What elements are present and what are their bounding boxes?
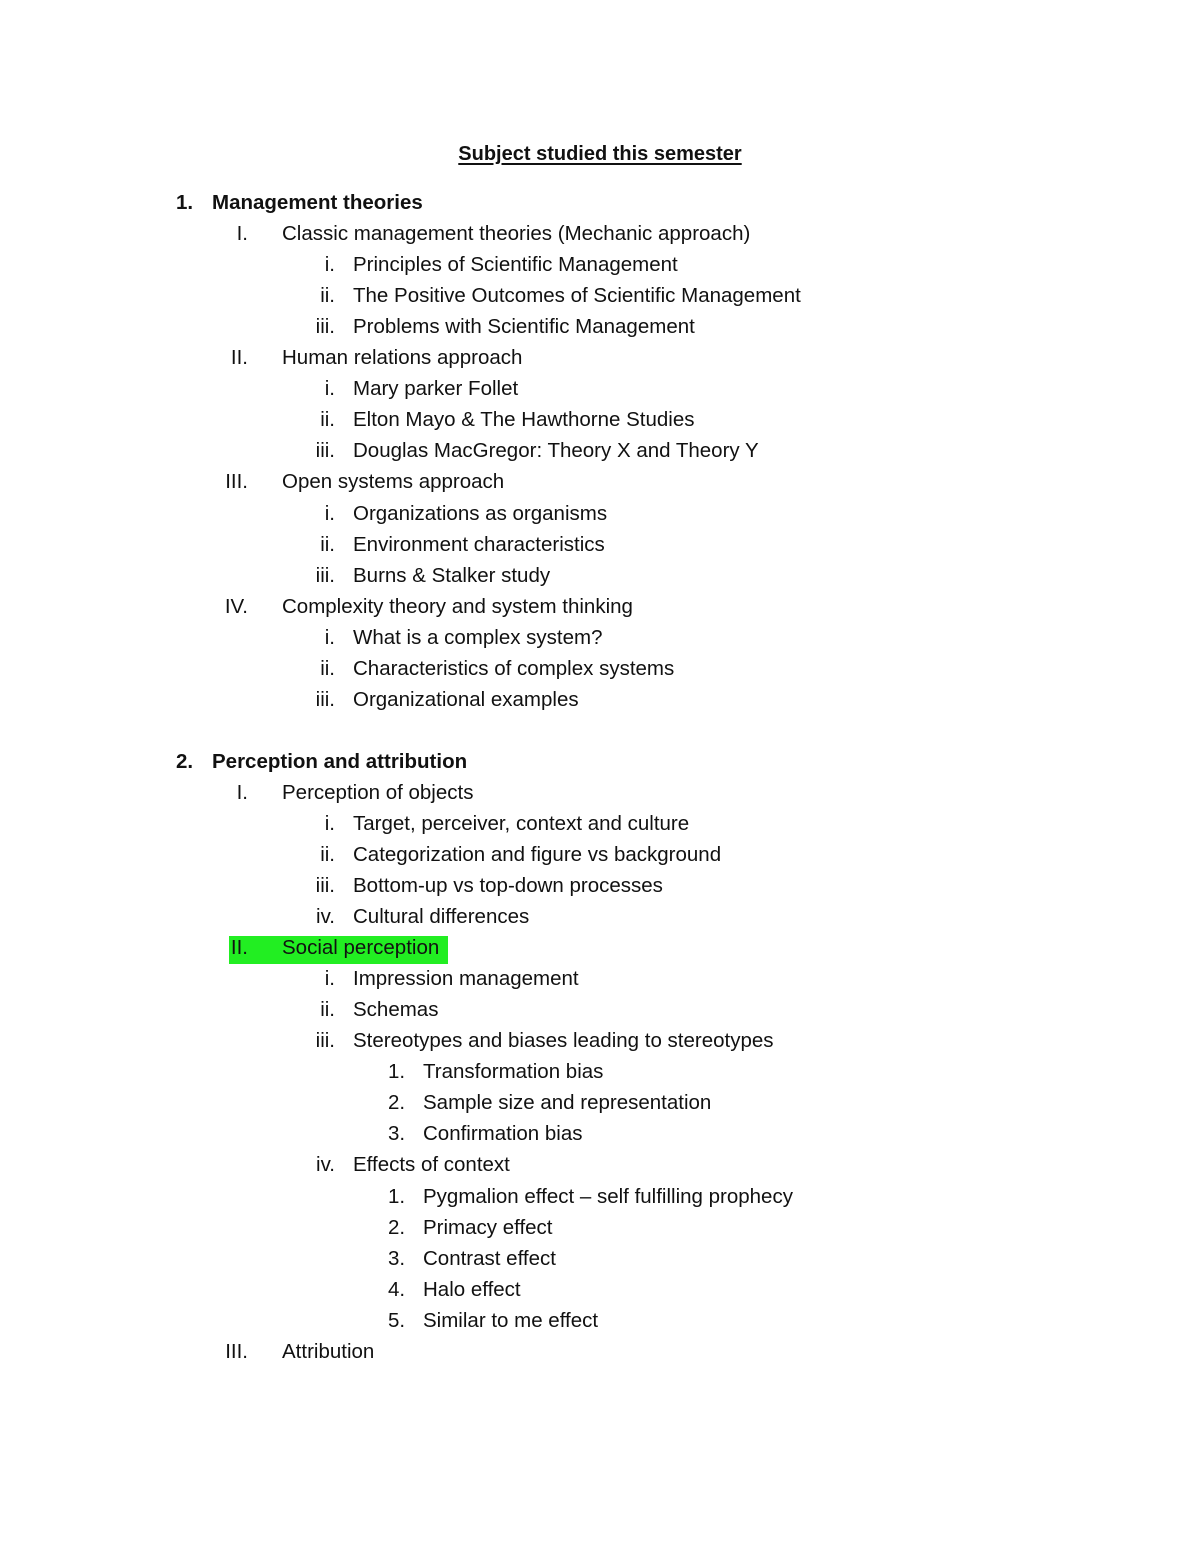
outline-item-level-3 [0,1214,1200,1242]
list-item-text: Primacy effect [423,1216,553,1239]
outline-item-level-2 [0,437,1200,465]
outline-item-level-3 [0,1183,1200,1211]
list-item-text: Effects of context [353,1153,510,1176]
list-item-text: Organizations as organisms [353,502,608,525]
list-item-text: Pygmalion effect – self fulfilling prophecy [423,1185,793,1208]
list-marker: 4. [388,1278,406,1301]
list-item-text: Cultural differences [353,905,530,928]
page-title: Subject studied this semester [458,143,742,165]
outline-item-level-2 [0,313,1200,341]
list-item-text: Principles of Scientific Management [353,253,678,276]
list-marker: iii. [315,564,335,587]
list-marker: i. [324,377,335,400]
list-marker: i. [324,253,335,276]
list-item-text: Categorization and figure vs background [353,843,722,866]
list-item-text: Confirmation bias [423,1122,583,1145]
list-marker: 1. [388,1060,406,1083]
outline-item-level-2 [0,1151,1200,1179]
list-item-text: The Positive Outcomes of Scientific Management [353,284,801,307]
outline-item-level-2 [0,406,1200,434]
outline-item-level-2 [0,655,1200,683]
outline-item-level-1 [0,220,1200,248]
list-marker: 1. [176,191,194,214]
outline-item-level-2 [0,624,1200,652]
list-marker: 2. [176,750,194,773]
list-marker: i. [324,812,335,835]
list-marker: iv. [316,1153,335,1176]
list-marker: iii. [315,874,335,897]
list-marker: iii. [315,315,335,338]
list-item-text: Perception and attribution [212,750,468,773]
outline-item-level-2 [0,841,1200,869]
list-item-text: Sample size and representation [423,1091,712,1114]
list-marker: ii. [320,657,335,680]
outline-item-level-3 [0,1089,1200,1117]
list-item-text: Impression management [353,967,579,990]
list-item-text: Schemas [353,998,439,1021]
list-item-text: Social perception [282,936,440,959]
list-item-text: Perception of objects [282,781,474,804]
list-marker: 2. [388,1216,406,1239]
list-marker: i. [324,502,335,525]
list-item-text: Burns & Stalker study [353,564,551,587]
list-item-text: Douglas MacGregor: Theory X and Theory Y [353,439,759,462]
outline-item-level-0 [0,748,1200,776]
outline-item-level-3 [0,1120,1200,1148]
outline-item-level-1 [0,934,1200,962]
outline-item-level-2 [0,686,1200,714]
outline-item-level-2 [0,500,1200,528]
list-item-text: Elton Mayo & The Hawthorne Studies [353,408,695,431]
list-item-text: Organizational examples [353,688,579,711]
list-marker: I. [236,781,248,804]
list-item-text: Attribution [282,1340,375,1363]
outline-item-level-2 [0,872,1200,900]
outline-item-level-0 [0,189,1200,217]
list-item-text: Halo effect [423,1278,521,1301]
outline-item-level-1 [0,468,1200,496]
outline-item-level-2 [0,375,1200,403]
outline-item-level-2 [0,531,1200,559]
list-item-text: Characteristics of complex systems [353,657,675,680]
list-item-text: Human relations approach [282,346,523,369]
list-marker: ii. [320,533,335,556]
list-item-text: Environment characteristics [353,533,605,556]
outline-item-level-2 [0,996,1200,1024]
list-marker: iii. [315,688,335,711]
list-item-text: Problems with Scientific Management [353,315,695,338]
list-item-text: Mary parker Follet [353,377,519,400]
list-item-text: Complexity theory and system thinking [282,595,633,618]
outline-item-level-2 [0,903,1200,931]
outline-item-level-2 [0,1027,1200,1055]
outline-item-level-1 [0,1338,1200,1366]
outline-item-level-1 [0,344,1200,372]
outline-item-level-2 [0,965,1200,993]
list-marker: II. [230,346,248,369]
list-marker: 2. [388,1091,406,1114]
list-item-text: Stereotypes and biases leading to stereotypes [353,1029,774,1052]
list-marker: iii. [315,439,335,462]
list-item-text: What is a complex system? [353,626,603,649]
list-marker: 5. [388,1309,406,1332]
outline-item-level-2 [0,562,1200,590]
outline-item-level-2 [0,810,1200,838]
list-marker: ii. [320,408,335,431]
list-marker: 3. [388,1247,406,1270]
list-item-text: Bottom-up vs top-down processes [353,874,663,897]
list-item-text: Contrast effect [423,1247,556,1270]
list-marker: II. [230,936,248,959]
list-marker: III. [225,470,248,493]
list-marker: i. [324,626,335,649]
list-marker: 3. [388,1122,406,1145]
list-marker: III. [225,1340,248,1363]
list-marker: ii. [320,284,335,307]
list-item-text: Open systems approach [282,470,505,493]
list-marker: IV. [224,595,248,618]
list-marker: iv. [316,905,335,928]
outline-item-level-2 [0,251,1200,279]
list-item-text: Management theories [212,191,423,214]
outline-item-level-3 [0,1307,1200,1335]
list-marker: 1. [388,1185,406,1208]
list-item-text: Target, perceiver, context and culture [353,812,690,835]
list-marker: I. [236,222,248,245]
outline-item-level-3 [0,1276,1200,1304]
outline-item-level-3 [0,1245,1200,1273]
list-marker: iii. [315,1029,335,1052]
list-marker: ii. [320,998,335,1021]
outline-item-level-3 [0,1058,1200,1086]
list-marker: i. [324,967,335,990]
list-marker: ii. [320,843,335,866]
list-item-text: Transformation bias [423,1060,604,1083]
outline-item-level-1 [0,593,1200,621]
outline-item-level-1 [0,779,1200,807]
outline-item-level-2 [0,282,1200,310]
list-item-text: Similar to me effect [423,1309,599,1332]
list-item-text: Classic management theories (Mechanic approach) [282,222,751,245]
